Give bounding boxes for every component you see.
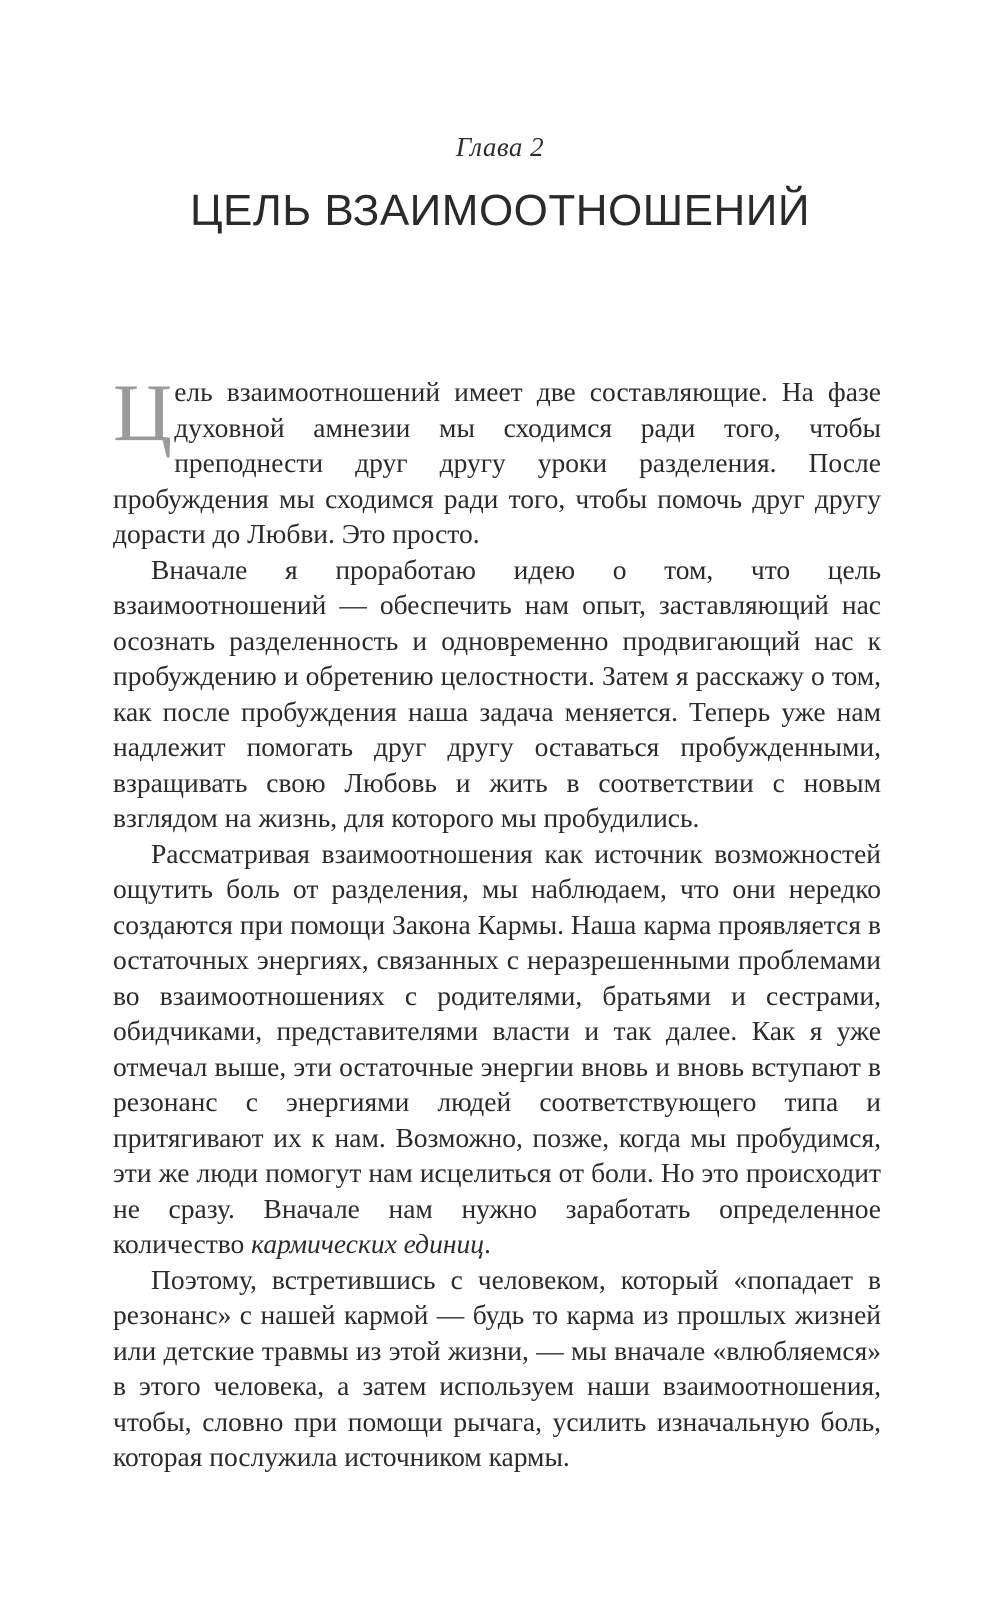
paragraph-3-italic: кармических единиц <box>251 1228 484 1259</box>
body-text <box>113 367 881 1475</box>
paragraph-3-end: . <box>483 1228 491 1259</box>
paragraph-4: Поэтому, встретившись с человеком, который «попадает в резонанс» с нашей кармой — будь то карма из прошлых жизней или детские травмы из этой жизни, — мы вначале «влюбляемся» в этого человека, а затем используем наши взаимоотношения, чтобы, словно при помощи рычага, усилить изначальную боль, которая послужила источником кармы. <box>113 1263 881 1472</box>
drop-cap: Ц <box>113 367 173 458</box>
paragraph-3-text: Рассматривая взаимоотношения как источник возможностей ощутить боль от разделения, мы наблюдаем, что они нередко создаются при помощи Закона Кармы. Наша карма проявляется в остаточных энергиях, связанных с неразрешенными проблемами во взаимоотношениях с родителями, братьями и сестрами, обидчиками, представителями власти и так далее. Как я уже отмечал выше, эти остаточные энергии вновь и вновь вступают в резонанс с энергиями людей соответствующего типа и притягивают их к нам. Возможно, позже, когда мы пробудимся, эти же люди помогут нам исцелиться от боли. Но это происходит не сразу. Вначале нам нужно заработать определенное количество <box>113 837 881 1259</box>
paragraph-1 <box>113 367 881 552</box>
paragraph-3 <box>113 836 881 1262</box>
paragraph-2: Вначале я проработаю идею о том, что цель взаимоотношений — обеспечить нам опыт, заставляющий нас осознать разделенность и одновременно продвигающий нас к пробуждению и обретению целостности. Затем я расскажу о том, как после пробуждения наша задача меняется. Теперь уже нам надлежит помогать друг другу оставаться пробужденными, взращивать свою Любовь и жить в соответствии с новым взглядом на жизнь, для которого мы пробудились. <box>113 553 881 833</box>
chapter-title: ЦЕЛЬ ВЗАИМООТНОШЕНИЙ <box>190 186 810 235</box>
chapter-label: Глава 2 <box>455 132 545 162</box>
paragraph-1-text: ель взаимоотношений имеет две составляющие. На фазе духовной амнезии мы сходимся ради того, чтобы преподнести друг другу уроки разделения. После пробуждения мы сходимся ради того, чтобы помочь друг другу дорасти до Любви. Это просто. <box>113 376 881 549</box>
